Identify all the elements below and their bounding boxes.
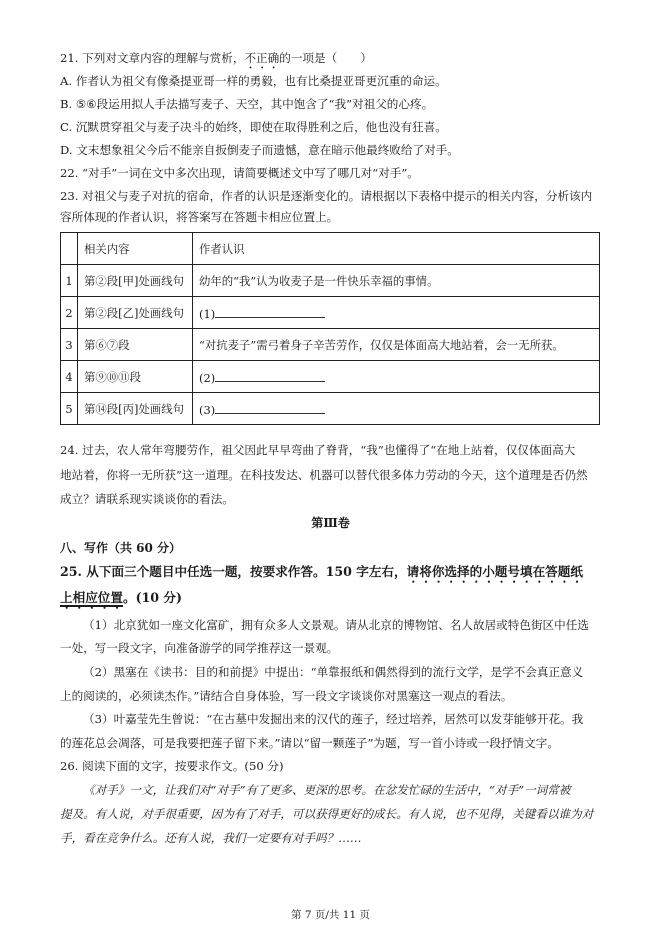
table-header-row (61, 233, 600, 265)
answer-blank[interactable] (215, 401, 325, 414)
q21-stem-emphasis: 不正确 (244, 51, 280, 65)
table-row-content: 第⑭段[丙]处画线句 (78, 393, 193, 425)
q23-stem-line1: 23. 对祖父与麦子对抗的宿命，作者的认识是逐渐变化的。请根据以下表格中提示的相关内容，分析该内 (60, 189, 593, 203)
q26-stem: 26. 阅读下面的文字，按要求作文。(50 分) (60, 759, 284, 773)
table-row-content: 第②段[甲]处画线句 (78, 265, 193, 297)
q21-stem (60, 50, 372, 72)
table-row-num: 2 (61, 297, 78, 329)
table-row (61, 361, 600, 393)
q25-stem-line2 (60, 590, 182, 612)
table-row-num: 4 (61, 361, 78, 393)
q21-option-a: A. 作者认为祖父有像桑提亚哥一样的勇毅，也有比桑提亚哥更沉重的命运。 (60, 74, 447, 88)
table-header-content: 相关内容 (78, 233, 193, 265)
q21-stem-tail: 的一项是（ ） (279, 51, 372, 65)
q21-option-b: B. ⑤⑥段运用拟人手法描写麦子、天空，其中饱含了“我”对祖父的心疼。 (60, 97, 434, 111)
q25-score: 。(10 分) (122, 590, 182, 605)
table-row-view: “对抗麦子”需弓着身子辛苦劳作，仅仅是体面高大地站着，会一无所获。 (193, 329, 600, 361)
answer-label: (1) (199, 306, 216, 321)
table-row-num: 5 (61, 393, 78, 425)
q26-text-line1: 《对手》一文，让我们对“对手”有了更多、更深的思考。在忿发忙碌的生活中，“对手”一词常被 (83, 783, 571, 797)
table-header-view: 作者认识 (193, 233, 600, 265)
answer-blank[interactable] (215, 305, 325, 318)
table-row-content: 第②段[乙]处画线句 (78, 297, 193, 329)
table-row-view (193, 361, 600, 393)
table-row (61, 297, 600, 329)
q22-stem: 22. “对手”一词在文中多次出现，请简要概述文中写了哪几对“对手”。 (60, 166, 419, 180)
table-row-content: 第⑨⑩⑪段 (78, 361, 193, 393)
page-footer: 第 7 页/共 11 页 (291, 909, 370, 921)
q25-item2-line1: （2）黑塞在《读书：目的和前提》中提出：“单靠报纸和偶然得到的流行文学，是学不会真正意义 (83, 665, 584, 679)
q21-option-d: D. 文末想象祖父今后不能亲自扳倒麦子而遗憾，意在暗示他最终败给了对手。 (60, 143, 459, 157)
writing-section-title: 八、写作（共 60 分） (60, 541, 182, 555)
table-row (61, 265, 600, 297)
q24-line3: 成立？请联系现实谈谈你的看法。 (60, 492, 234, 506)
table-row-view: 幼年的“我”认为收麦子是一件快乐幸福的事情。 (193, 265, 600, 297)
q25-stem-text: 25. 从下面三个题目中任选一题，按要求作答。150 字左右， (60, 564, 407, 579)
q24-line1: 24. 过去，农人常年弯腰劳作，祖父因此早早弯曲了脊背，“我”也懂得了“在地上站着，仅仅体面高大 (60, 443, 576, 457)
q23-table (60, 232, 600, 425)
table-row-num: 3 (61, 329, 78, 361)
q25-item1-line2: 一处，写一段文字，向准备游学的同学推荐这一景观。 (60, 641, 339, 655)
q25-item3-line2: 的莲花总会凋落，可是我要把莲子留下来。”请以“留一颗莲子”为题，写一首小诗或一段抒情文字。 (60, 736, 559, 750)
q25-item1-line1: （1）北京犹如一座文化富矿，拥有众多人文景观。请从北京的博物馆、名人故居或特色街区中任选 (83, 618, 589, 632)
q25-stem-emphasis: 请将你选择的小题号填在答题纸 (406, 564, 583, 579)
q26-text-line3: 手，看在竞争什么。还有人说，我们一定要有对手吗？…… (60, 831, 362, 845)
table-row (61, 393, 600, 425)
table-header-num (61, 233, 78, 265)
answer-label: (2) (199, 370, 216, 385)
q26-text-line2: 提及。有人说，对手很重要，因为有了对手，可以获得更好的成长。有人说，也不见得，关键看以谁为对 (60, 807, 594, 821)
part3-title: 第Ⅲ卷 (311, 516, 350, 530)
q25-stem-emphasis-2: 上相应位置 (60, 590, 123, 605)
q21-option-c: C. 沉默贯穿祖父与麦子决斗的始终，即使在取得胜利之后，他也没有狂喜。 (60, 120, 447, 134)
q25-stem-line1 (60, 564, 583, 586)
table-row-view (193, 393, 600, 425)
q25-item2-line2: 上的阅读的，必须读杰作。”请结合自身体验，写一段文字谈谈你对黑塞这一观点的看法。 (60, 689, 513, 703)
answer-label: (3) (199, 402, 216, 417)
table-row (61, 329, 600, 361)
q23-stem-line2: 容所体现的作者认识，将答案写在答题卡相应位置上。 (60, 210, 339, 224)
q25-item3-line1: （3）叶嘉莹先生曾说：“在古墓中发掘出来的汉代的莲子，经过培养，居然可以发芽能够开花。我 (83, 712, 584, 726)
q21-stem-text: 21. 下列对文章内容的理解与赏析， (60, 51, 245, 65)
table-row-view (193, 297, 600, 329)
answer-blank[interactable] (215, 369, 325, 382)
table-row-num: 1 (61, 265, 78, 297)
q24-line2: 地站着，你将一无所获”这一道理。在科技发达、机器可以替代很多体力劳动的今天，这个道理是否仍然 (60, 468, 588, 482)
table-row-content: 第⑥⑦段 (78, 329, 193, 361)
